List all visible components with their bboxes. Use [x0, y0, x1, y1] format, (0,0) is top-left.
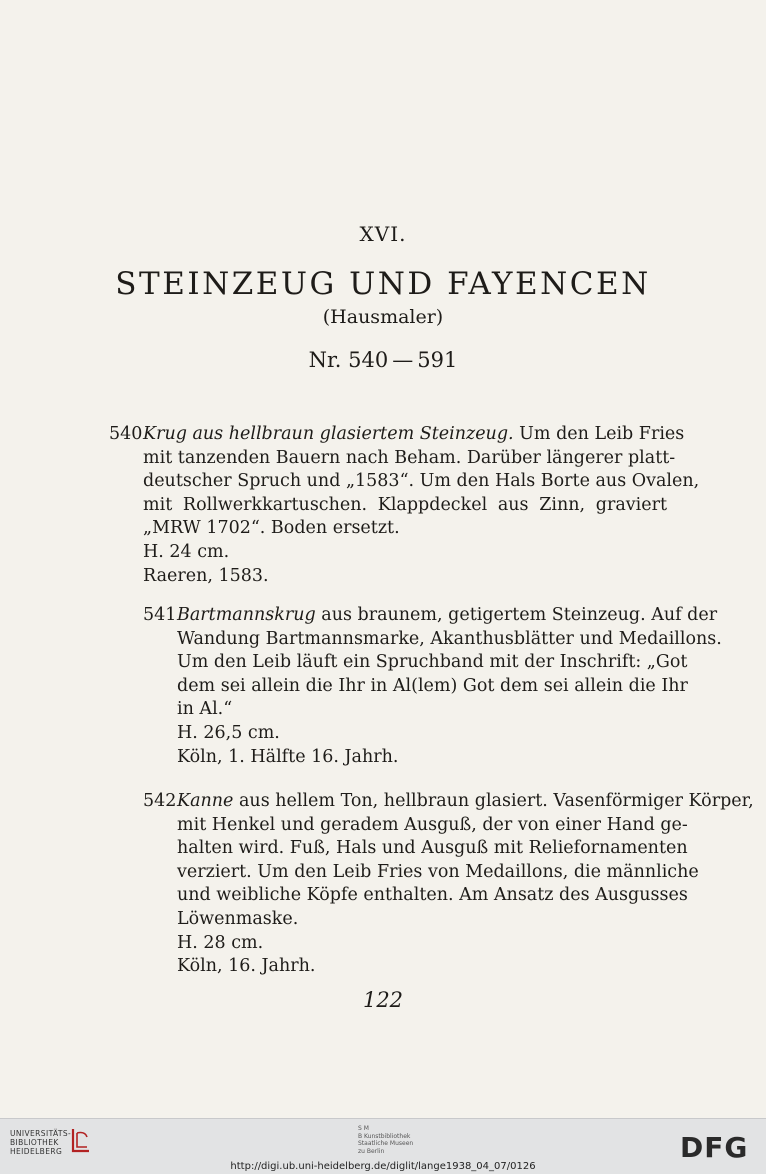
- entry-origin: Raeren, 1583.: [143, 565, 269, 586]
- entry-first-line: [143, 604, 718, 628]
- entry-line: mit Rollwerkkartuschen. Klappdeckel aus Zinn, graviert: [143, 494, 667, 515]
- entry-title: Bartmannskrug: [177, 605, 316, 625]
- entry-title: Krug aus hellbraun glasiertem Steinzeug.: [143, 424, 514, 444]
- range-dash: —: [392, 348, 414, 372]
- entry-number: 540: [109, 424, 143, 444]
- entry-line: und weibliche Köpfe enthalten. Am Ansatz des Ausgusses: [177, 885, 688, 906]
- university-line: UNIVERSITÄTS-: [10, 1129, 72, 1138]
- entry-text: Um den Leib Fries: [519, 424, 685, 444]
- entry-origin: Köln, 16. Jahrh.: [177, 956, 316, 977]
- range-end: 591: [417, 348, 458, 372]
- entry-line: verziert. Um den Leib Fries von Medaillons, die männliche: [177, 861, 699, 882]
- entry-text: aus hellem Ton, hellbraun glasiert. Vasenförmiger Körper,: [238, 791, 754, 811]
- entry-first-line: [143, 790, 754, 814]
- section-subtitle: (Hausmaler): [322, 306, 444, 328]
- stamp-line: Staatliche Museen: [358, 1140, 414, 1147]
- entry-line: „MRW 1702“. Boden ersetzt.: [143, 518, 400, 539]
- entry-line: halten wird. Fuß, Hals und Ausguß mit Reliefornamenten: [177, 838, 688, 859]
- catalog-entry-541: [143, 604, 722, 769]
- catalog-entry-540: [109, 423, 700, 588]
- entry-line: mit Henkel und geradem Ausguß, der von einer Hand ge-: [177, 814, 688, 835]
- entry-line: Löwenmaske.: [177, 908, 299, 929]
- entry-line: deutscher Spruch und „1583“. Um den Hals Borte aus Ovalen,: [143, 471, 700, 492]
- dfg-logo: DFG: [680, 1131, 749, 1164]
- university-line: HEIDELBERG: [10, 1147, 63, 1156]
- university-logo-icon: [70, 1127, 92, 1153]
- entry-height: H. 28 cm.: [177, 932, 264, 953]
- entry-first-line: [109, 423, 685, 447]
- entry-line: mit tanzenden Bauern nach Beham. Darüber längerer platt-: [143, 447, 676, 468]
- entry-line: dem sei allein die Ihr in Al(lem) Got dem sei allein die Ihr: [177, 675, 688, 696]
- entry-line: Wandung Bartmannsmarke, Akanthusblätter und Medaillons.: [177, 628, 722, 649]
- university-label: [10, 1129, 71, 1156]
- section-number: XVI.: [359, 222, 407, 246]
- catalog-entry-542: [143, 790, 754, 979]
- university-line: BIBLIOTHEK: [10, 1138, 59, 1147]
- range-start: Nr. 540: [308, 348, 389, 372]
- entry-number: 542: [143, 791, 177, 811]
- entry-height: H. 26,5 cm.: [177, 722, 280, 743]
- entry-height: H. 24 cm.: [143, 541, 230, 562]
- entry-origin: Köln, 1. Hälfte 16. Jahrh.: [177, 746, 399, 767]
- entry-line: Um den Leib läuft ein Spruchband mit der Inschrift: „Got: [177, 652, 688, 673]
- entry-text: aus braunem, getigertem Steinzeug. Auf der: [321, 605, 718, 625]
- stamp-line: zu Berlin: [358, 1147, 385, 1155]
- entry-line: in Al.“: [177, 699, 233, 720]
- entry-title: Kanne: [177, 791, 234, 811]
- library-stamp: [358, 1125, 413, 1155]
- source-url-link[interactable]: http://digi.ub.uni-heidelberg.de/diglit/lange1938_04_07/0126: [230, 1161, 536, 1172]
- stamp-line: S M: [358, 1125, 369, 1132]
- number-range: [0, 348, 766, 372]
- entry-number: 541: [143, 605, 177, 625]
- section-title: STEINZEUG UND FAYENCEN: [115, 266, 651, 302]
- page-number: 122: [362, 988, 404, 1012]
- stamp-line: B Kunstbibliothek: [358, 1132, 411, 1140]
- footer-bar: [0, 1118, 766, 1174]
